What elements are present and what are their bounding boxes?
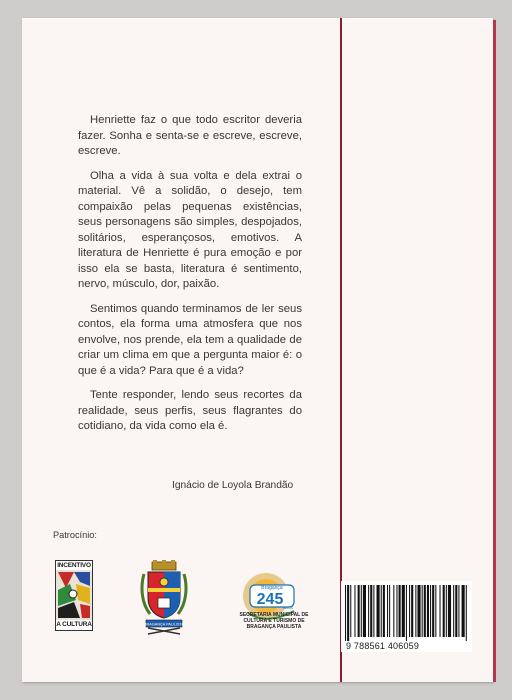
isbn-number: 9 788561 406059 <box>346 641 420 651</box>
secretaria-caption: SECRETARIA MUNICIPAL DE CULTURA E TURISMO DE BRAGANÇA PAULISTA <box>239 612 309 630</box>
blurb-paragraph-4: Tente responder, lendo seus recortes da realidade, seus perfis, seus flagrantes do cotidiano, da vida como ela é. <box>78 389 302 432</box>
barcode-bar <box>347 585 349 641</box>
barcode-bar <box>440 585 441 637</box>
incentivo-cultura-logo <box>55 560 93 631</box>
barcode-bar <box>389 585 390 637</box>
barcode-bar <box>458 585 459 637</box>
barcode-bar <box>402 585 405 637</box>
coat-of-arms-icon <box>140 560 188 635</box>
barcode-bar <box>411 585 413 637</box>
barcode-bar <box>424 585 426 637</box>
barcode-bar <box>393 585 394 637</box>
blurb-paragraph-1: Henriette faz o que todo escritor deveria fazer. Sonha e senta-se e escreve, escreve, escreve. <box>78 114 302 157</box>
barcode-bar <box>443 585 445 637</box>
barcode-bar <box>345 585 346 641</box>
author-signature: Ignácio de Loyola Brandão <box>172 480 294 491</box>
sponsor-label: Patrocínio: <box>53 530 97 540</box>
barcode-bar <box>383 585 385 637</box>
barcode-bar <box>381 585 382 637</box>
incentivo-top-text: INCENTIVO <box>57 562 91 569</box>
barcode-bar <box>354 585 355 637</box>
barcode-bar <box>427 585 429 637</box>
barcode-bar <box>406 585 407 641</box>
barcode-bar <box>358 585 360 637</box>
anniversary-bottom-text: anos <box>283 605 293 610</box>
barcode-bar <box>361 585 362 637</box>
barcode-bar <box>422 585 423 637</box>
barcode-bar <box>448 585 451 637</box>
blurb-paragraph-3: Sentimos quando terminamos de ler seus contos, ela forma uma atmosfera que nos envolve, nos prende, ela tem a qualidade de criar um clima em que a pergunta maior é: o que é a vida? Para que é a vida? <box>78 302 302 377</box>
barcode-bar <box>396 585 397 637</box>
barcode-bar <box>455 585 457 637</box>
blurb-paragraph-2: Olha a vida à sua volta e dela extrai o material. Vê a solidão, o desejo, tem compaixão pelas pequenas existências, seus personagens são simples, despojados, solitários, esperançosos, emotivos. A literatura de Henriette é pura emoção e por isso ela se basta, literatura é sentimento, nervo, músculo, dor, paixão. <box>78 169 302 290</box>
barcode-bar <box>417 585 420 637</box>
barcode-bar <box>399 585 401 637</box>
barcode-bar <box>350 585 351 637</box>
anniversary-top-text: Bragança <box>261 585 283 591</box>
barcode-bar <box>409 585 410 637</box>
anniversary-number: 245 <box>256 591 284 608</box>
barcode-bar <box>435 585 436 637</box>
barcode-bar <box>373 585 374 637</box>
barcode-bar <box>430 585 431 637</box>
incentivo-art-icon <box>56 570 92 620</box>
barcode-bar <box>377 585 380 637</box>
barcode-bar <box>462 585 465 637</box>
barcode-bar <box>453 585 454 637</box>
barcode-bar <box>432 585 434 637</box>
cover-edge <box>493 20 496 682</box>
barcode-bar <box>368 585 369 637</box>
blurb-text <box>78 113 302 444</box>
city-banner-text: BRAGANÇA PAULISTA <box>144 622 184 627</box>
barcode-bar <box>446 585 447 637</box>
barcode-bar <box>387 585 388 637</box>
barcode-bar <box>370 585 372 637</box>
barcode-bar <box>415 585 416 637</box>
barcode-bar <box>466 585 467 641</box>
incentivo-bottom-text: A CULTURA <box>56 621 92 628</box>
barcode-bar <box>363 585 366 637</box>
